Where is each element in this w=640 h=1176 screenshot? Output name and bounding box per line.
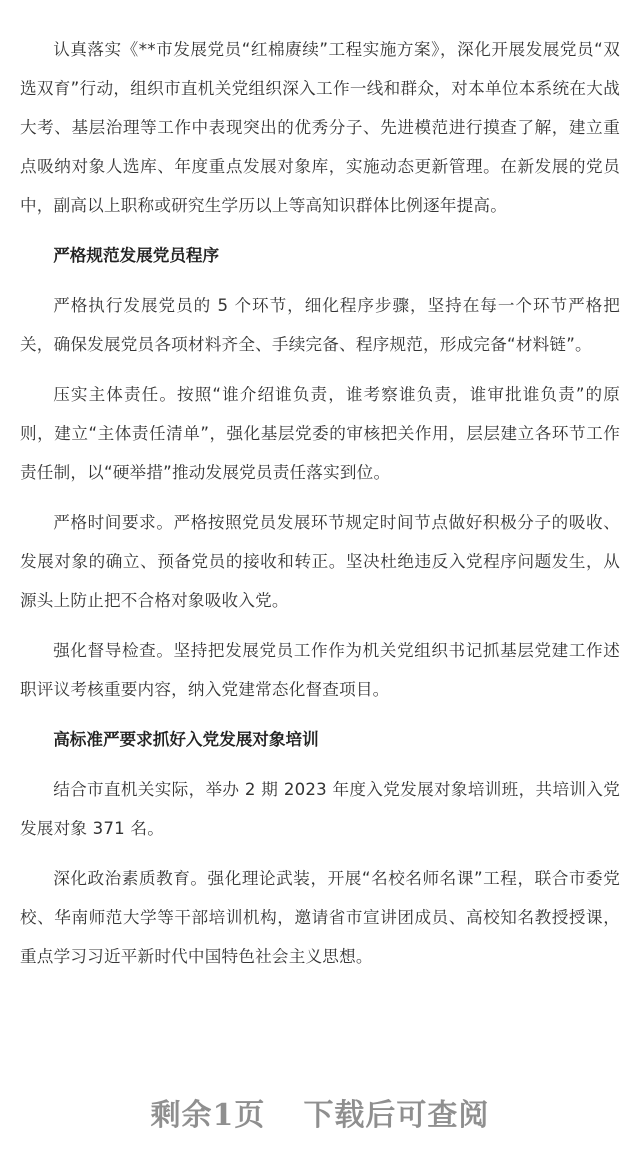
document-body	[20, 30, 620, 987]
paragraph-training-classes: 结合市直机关实际，举办 2 期 2023 年度入党发展对象培训班，共培训入党发展对象 371 名。	[20, 780, 620, 838]
paragraph-intro: 认真落实《**市发展党员“红棉赓续”工程实施方案》，深化开展发展党员“双选双育”行动，组织市直机关党组织深入工作一线和群众，对本单位本系统在大战大考、基层治理等工作中表现突出的优秀分子、先进模范进行摸查了解，建立重点吸纳对象人选库、年度重点发展对象库，实施动态更新管理。在新发展的党员中，副高以上职称或研究生学历以上等高知识群体比例逐年提高。	[20, 40, 620, 215]
section-heading-procedure: 严格规范发展党员程序	[53, 246, 220, 265]
download-to-view-label: 下载后可查阅	[303, 1098, 490, 1133]
remaining-pages-label: 剩余1页	[150, 1098, 266, 1133]
paragraph-responsibility: 压实主体责任。按照“谁介绍谁负责，谁考察谁负责，谁审批谁负责”的原则，建立“主体责任清单”，强化基层党委的审核把关作用，层层建立各环节工作责任制，以“硬举措”推动发展党员责任落实到位。	[20, 385, 620, 482]
paragraph-political-education: 深化政治素质教育。强化理论武装，开展“名校名师名课”工程，联合市委党校、华南师范大学等干部培训机构，邀请省市宣讲团成员、高校知名教授授课，重点学习习近平新时代中国特色社会主义思想。	[20, 869, 620, 966]
remaining-pages-banner[interactable]	[0, 1090, 640, 1134]
section-heading-training: 高标准严要求抓好入党发展对象培训	[53, 730, 319, 749]
paragraph-time-requirement: 严格时间要求。严格按照党员发展环节规定时间节点做好积极分子的吸收、发展对象的确立、预备党员的接收和转正。坚决杜绝违反入党程序问题发生，从源头上防止把不合格对象吸收入党。	[20, 513, 620, 610]
paragraph-supervision: 强化督导检查。坚持把发展党员工作作为机关党组织书记抓基层党建工作述职评议考核重要内容，纳入党建常态化督查项目。	[20, 641, 620, 699]
paragraph-five-steps: 严格执行发展党员的 5 个环节，细化程序步骤，坚持在每一个环节严格把关，确保发展党员各项材料齐全、手续完备、程序规范，形成完备“材料链”。	[20, 296, 620, 354]
